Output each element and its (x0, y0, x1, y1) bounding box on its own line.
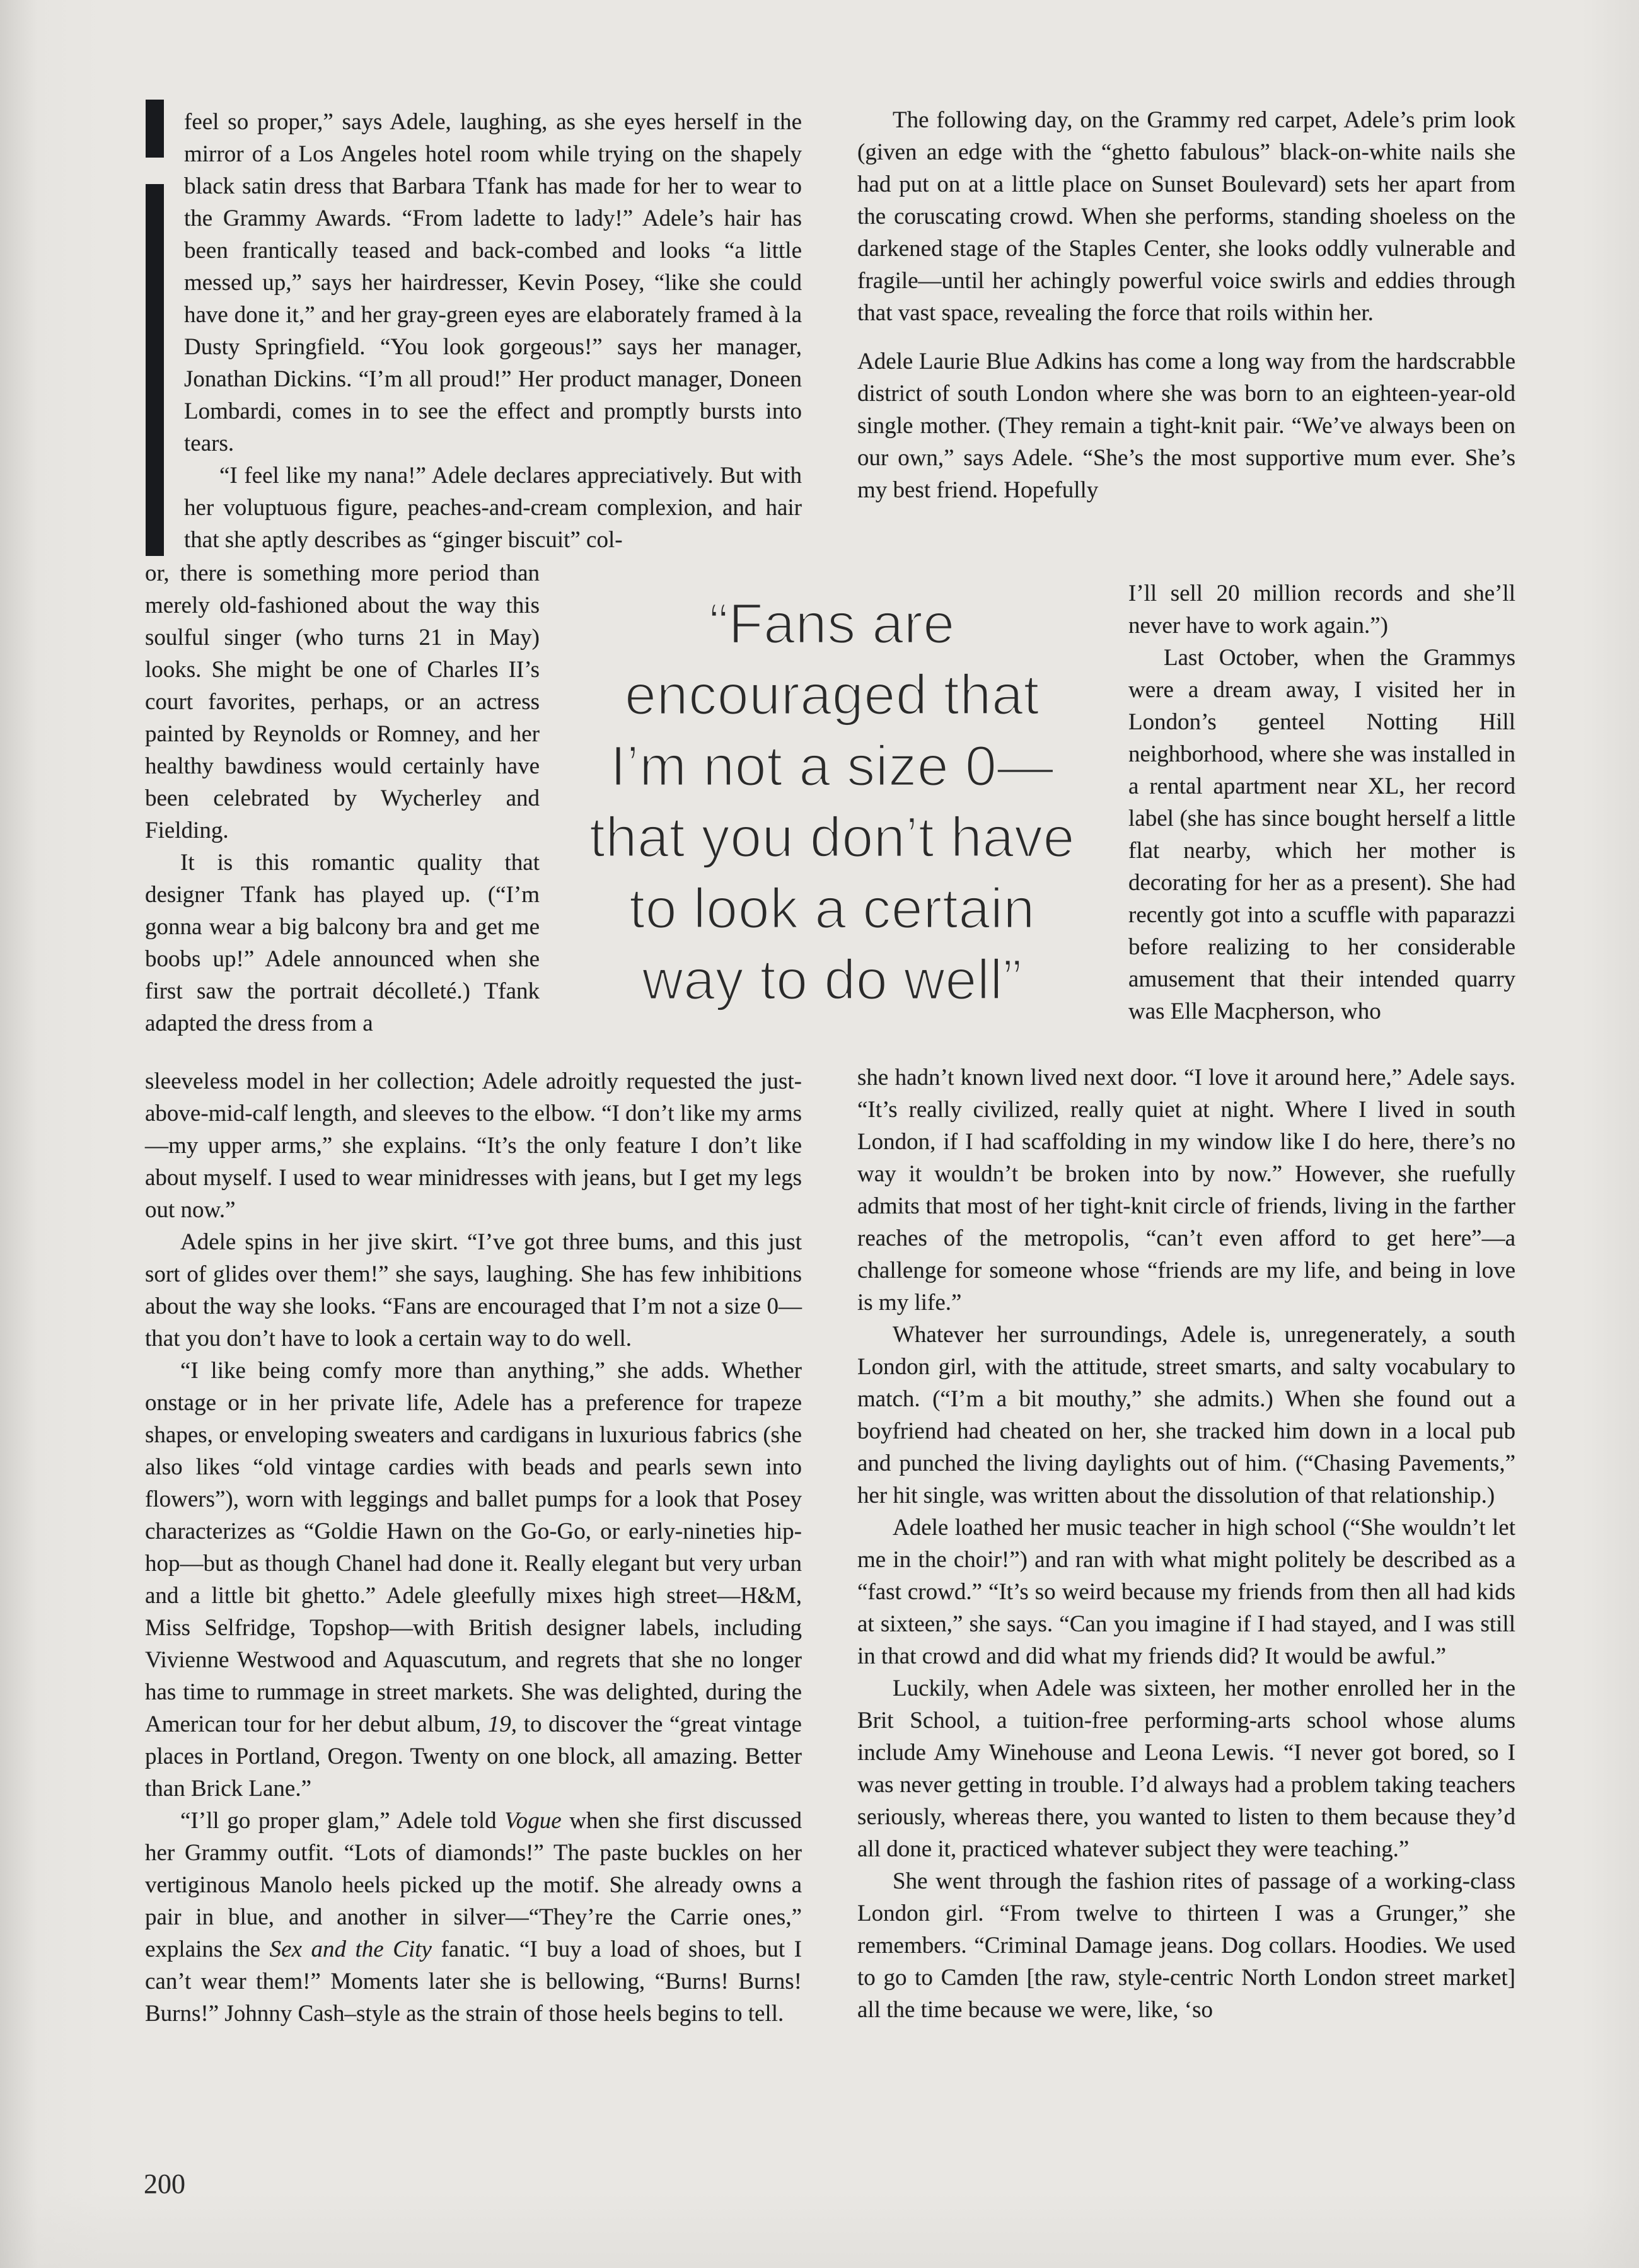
paragraph: sleeveless model in her collection; Adele adroitly requested the just-above-mid-calf length, and sleeves to the elbow. “I don’t like my arms—my upper arms,” she explains. “It’s the only feature I don’t like about myself. I used to wear minidresses with jeans, but I get my legs out now.” (145, 1068, 802, 1223)
paragraph: Adele spins in her jive skirt. “I’ve got three bums, and this just sort of glides over them!” she says, laughing. She has few inhibitions about the way she looks. “Fans are encouraged that I’m not a size 0—that you don’t have to look a certain way to do well. (145, 1229, 802, 1351)
paragraph: Whatever her surroundings, Adele is, unregenerately, a south London girl, with the attitude, street smarts, and salty vocabulary to match. (“I’m a bit mouthy,” she admits.) When she found out a boyfriend had cheated on her, she tracked him down in a local pub and punched the living daylights out of him. (“Chasing Pavements,” her hit single, was written about the dissolution of that relationship.) (857, 1322, 1515, 1508)
paragraph: “I like being comfy more than anything,” she adds. Whether onstage or in her private life, Adele has a preference for trapeze shapes, or enveloping sweaters and cardigans in luxurious fabrics (she also likes “old vintage cardies with beads and pearls sewn into flowers”), worn with leggings and ballet pumps for a look that Posey characterizes as “Goldie Hawn on the Go-Go, or early-nineties hip-hop—but as though Chanel had done it. Really elegant but very urban and a little bit ghetto.” Adele gleefully mixes high street—H&M, Miss Selfridge, Topshop—with British designer labels, including Vivienne Westwood and Aquascutum, and regrets that she no longer has time to rummage in street markets. She was delighted, during the American tour for her debut album, 19, to discover the “great vintage places in Portland, Oregon. Twenty on one block, all amazing. Better than Brick Lane.” (145, 1358, 802, 1802)
paragraph: It is this romantic quality that designer Tfank has played up. (“I’m gonna wear a big balcony bra and get me boobs up!” Adele announced when she first saw the portrait décolleté.) Tfank adapted the dress from a (145, 850, 540, 1036)
paragraph: she hadn’t known lived next door. “I love it around here,” Adele says. “It’s really civilized, really quiet at night. Where I lived in south London, if I had scaffolding in my window like I do here, there’s no way it wouldn’t be broken into by now.” However, she ruefully admits that most of her tight-knit circle of friends, living in the farther reaches of the metropolis, “can’t even afford to get here”—a challenge for someone whose “friends are my life, and being in love is my life.” (857, 1065, 1515, 1316)
pull-quote-line: way to do well” (642, 949, 1022, 1012)
paragraph: Last October, when the Grammys were a dream away, I visited her in London’s genteel Notting Hill neighborhood, where she was installed in a rental apartment near XL, her record label (she has since bought herself a little flat nearby, which her mother is decorating for her as a present). She had recently got into a scuffle with paparazzi before realizing to her considerable amusement that their intended quarry was Elle Macpherson, who (1128, 645, 1515, 1024)
left-column-bottom-text (145, 1065, 802, 2030)
pull-quote-line: encouraged that (624, 664, 1040, 727)
pull-quote-line: to look a certain (629, 877, 1035, 940)
paragraph: The following day, on the Grammy red carpet, Adele’s prim look (given an edge with the “ghetto fabulous” black-on-white nails she had put on at a little place on Sunset Boulevard) sets her apart from the coruscating crowd. When she performs, standing shoeless on the darkened stage of the Staples Center, she looks oddly vulnerable and fragile—until her achingly powerful voice swirls and eddies through that vast space, revealing the force that roils within her. (857, 107, 1515, 326)
pull-quote-line: that you don’t have (589, 806, 1075, 869)
right-column-bottom-text (857, 1062, 1515, 2026)
pull-quote (479, 589, 1185, 1016)
paragraph: She went through the fashion rites of passage of a working-class London girl. “From twelve to thirteen I was a Grunger,” she remembers. “Criminal Damage jeans. Dog collars. Hoodies. We used to go to Camden [the raw, style-centric North London street market] all the time because we were, like, ‘so (857, 1868, 1515, 2023)
left-column-top-text (184, 106, 802, 556)
pull-quote-line: “Fans are (709, 593, 955, 656)
drop-cap-bar-top (146, 100, 164, 158)
paragraph: “I feel like my nana!” Adele declares appreciatively. But with her voluptuous figure, peaches-and-cream complexion, and hair that she aptly describes as “ginger biscuit” col- (184, 463, 802, 553)
right-column-top-text (857, 104, 1515, 506)
paragraph: or, there is something more period than merely old-fashioned about the way this soulful singer (who turns 21 in May) looks. She might be one of Charles II’s court favorites, perhaps, or an actress painted by Reynolds or Romney, and her healthy bawdiness would certainly have been celebrated by Wycherley and Fielding. (145, 560, 540, 843)
paragraph: Luckily, when Adele was sixteen, her mother enrolled her in the Brit School, a tuition-free performing-arts school whose alums include Amy Winehouse and Leona Lewis. “I never got bored, so I was never getting in trouble. I’d always had a problem taking teachers seriously, whereas there, you wanted to listen to them because they’d all done it, practiced whatever subject they were teaching.” (857, 1675, 1515, 1862)
pull-quote-line: I’m not a size 0— (610, 735, 1054, 798)
page-number: 200 (144, 2168, 185, 2199)
drop-cap-bar-bottom (146, 184, 164, 556)
paragraph: feel so proper,” says Adele, laughing, as she eyes herself in the mirror of a Los Angeles hotel room while trying on the shapely black satin dress that Barbara Tfank has made for her to wear to the Grammy Awards. “From ladette to lady!” Adele’s hair has been frantically teased and back-combed and looks “a little messed up,” says her hairdresser, Kevin Posey, “like she could have done it,” and her gray-green eyes are elaborately framed à la Dusty Springfield. “You look gorgeous!” says her manager, Jonathan Dickins. “I’m all proud!” Her product manager, Doneen Lombardi, comes in to see the effect and promptly bursts into tears. (184, 109, 802, 456)
paragraph: Adele Laurie Blue Adkins has come a long way from the hardscrabble district of south London where she was born to an eighteen-year-old single mother. (They remain a tight-knit pair. “We’ve always been on our own,” says Adele. “She’s the most supportive mum ever. She’s my best friend. Hopefully (857, 349, 1515, 503)
right-column-narrow-text (1128, 577, 1515, 1027)
paragraph: I’ll sell 20 million records and she’ll never have to work again.”) (1128, 581, 1515, 639)
paragraph: Adele loathed her music teacher in high school (“She wouldn’t let me in the choir!”) and ran with what might politely be described as a “fast crowd.” “It’s so weird because my friends from then all had kids at sixteen,” she says. “Can you imagine if I had stayed, and I was still in that crowd and did what my friends did? It would be awful.” (857, 1515, 1515, 1669)
paragraph: “I’ll go proper glam,” Adele told Vogue when she first discussed her Grammy outfit. “Lots of diamonds!” The paste buckles on her vertiginous Manolo heels picked up the motif. She already owns a pair in blue, and another in silver—“They’re the Carrie ones,” explains the Sex and the City fanatic. “I buy a load of shoes, but I can’t wear them!” Moments later she is bellowing, “Burns! Burns! Burns!” Johnny Cash–style as the strain of those heels begins to tell. (145, 1808, 802, 2027)
